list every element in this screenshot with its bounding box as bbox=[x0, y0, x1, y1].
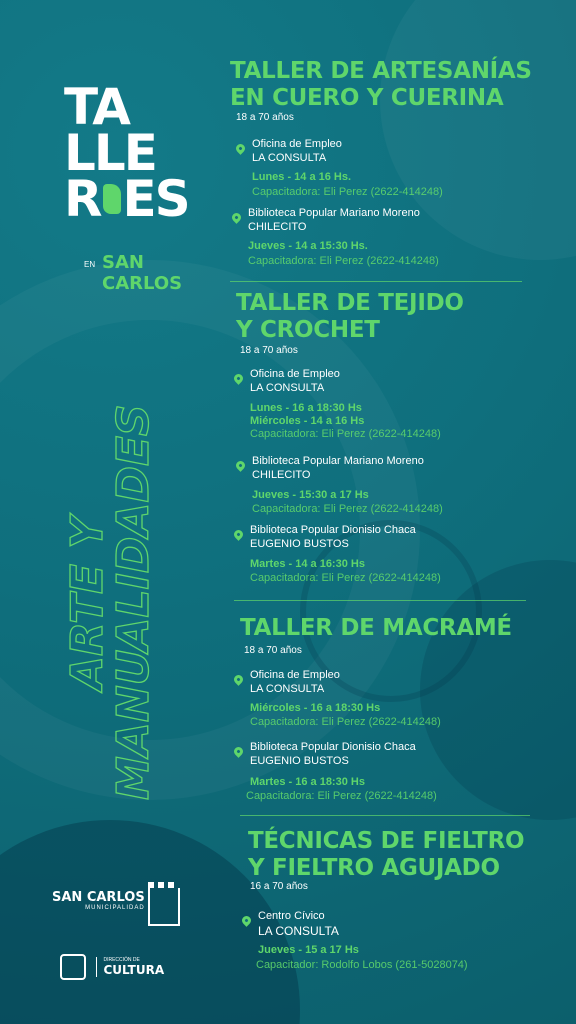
schedule: Jueves - 14 a 15:30 Hs. bbox=[248, 240, 368, 252]
section-divider bbox=[234, 600, 526, 601]
mendoza-map-icon bbox=[103, 184, 121, 214]
logo-letter-r: R bbox=[64, 170, 101, 228]
cultura-name: CULTURA bbox=[103, 963, 165, 977]
schedule: Martes - 14 a 16:30 Hs bbox=[250, 558, 365, 570]
location-town: LA CONSULTA bbox=[258, 924, 339, 938]
trainer: Capacitadora: Eli Perez (2622-414248) bbox=[250, 428, 441, 440]
schedule: Martes - 16 a 18:30 Hs bbox=[250, 776, 365, 788]
location-town: LA CONSULTA bbox=[252, 152, 327, 164]
location-name: Oficina de Empleo bbox=[250, 368, 340, 380]
trainer: Capacitadora: Eli Perez (2622-414248) bbox=[252, 186, 443, 198]
location-town: CHILECITO bbox=[252, 469, 311, 481]
location-town: EUGENIO BUSTOS bbox=[250, 538, 349, 550]
section-divider bbox=[240, 815, 530, 816]
workshop-title: TALLER DE ARTESANÍAS bbox=[230, 58, 532, 84]
location-name: Biblioteca Popular Dionisio Chaca bbox=[250, 524, 416, 536]
location-name: Biblioteca Popular Mariano Moreno bbox=[248, 207, 420, 219]
schedule: Lunes - 16 a 18:30 Hs bbox=[250, 402, 362, 414]
schedule: Lunes - 14 a 16 Hs. bbox=[252, 171, 352, 183]
workshop-title: Y FIELTRO AGUJADO bbox=[248, 855, 500, 881]
municipalidad-logo bbox=[52, 890, 145, 911]
trainer: Capacitadora: Eli Perez (2622-414248) bbox=[250, 572, 441, 584]
logo-location: SAN CARLOS bbox=[102, 252, 183, 294]
workshop-title: EN CUERO Y CUERINA bbox=[230, 85, 504, 111]
trainer: Capacitadora: Eli Perez (2622-414248) bbox=[252, 503, 443, 515]
muni-sub: MUNICIPALIDAD bbox=[85, 905, 145, 911]
workshop-title: TALLER DE MACRAMÉ bbox=[240, 615, 512, 641]
cultura-dir: DIRECCIÓN DE bbox=[103, 957, 140, 963]
logo-letters-es: ES bbox=[122, 170, 189, 228]
schedule: Miércoles - 14 a 16 Hs bbox=[250, 415, 365, 427]
category-vertical-title bbox=[50, 340, 160, 800]
age-range: 16 a 70 años bbox=[250, 881, 308, 892]
location-town: CHILECITO bbox=[248, 221, 307, 233]
location-name: Biblioteca Popular Dionisio Chaca bbox=[250, 741, 416, 753]
age-range: 18 a 70 años bbox=[240, 345, 298, 356]
guitar-icon bbox=[60, 954, 86, 980]
trainer: Capacitadora: Eli Perez (2622-414248) bbox=[250, 716, 441, 728]
workshop-title: TALLER DE TEJIDO bbox=[236, 290, 464, 316]
location-name: Oficina de Empleo bbox=[252, 138, 342, 150]
age-range: 18 a 70 años bbox=[244, 645, 302, 656]
location-name: Oficina de Empleo bbox=[250, 669, 340, 681]
section-divider bbox=[230, 281, 522, 282]
cultura-text bbox=[96, 957, 164, 977]
workshop-title: TÉCNICAS DE FIELTRO bbox=[248, 828, 525, 854]
schedule: Jueves - 15:30 a 17 Hs bbox=[252, 489, 369, 501]
castle-icon bbox=[148, 888, 180, 926]
logo-line-3 bbox=[64, 170, 194, 228]
logo-line-1: TA bbox=[64, 78, 129, 136]
location-name: Biblioteca Popular Mariano Moreno bbox=[252, 455, 424, 467]
talleres-logo bbox=[64, 78, 194, 294]
trainer: Capacitadora: Eli Perez (2622-414248) bbox=[246, 790, 437, 802]
location-town: LA CONSULTA bbox=[250, 683, 325, 695]
background-swirl bbox=[380, 0, 576, 260]
location-name: Centro Cívico bbox=[258, 910, 325, 922]
logo-line-2: LLE bbox=[64, 124, 156, 182]
vertical-line-2: MANUALIDADES bbox=[108, 404, 159, 800]
vertical-line-1: ARTE Y bbox=[62, 516, 113, 690]
schedule: Jueves - 15 a 17 Hs bbox=[258, 944, 359, 956]
trainer: Capacitador: Rodolfo Lobos (261-5028074) bbox=[256, 959, 468, 971]
age-range: 18 a 70 años bbox=[236, 112, 294, 123]
logo-en: EN bbox=[84, 260, 96, 269]
location-town: LA CONSULTA bbox=[250, 382, 325, 394]
workshop-title: Y CROCHET bbox=[236, 317, 380, 343]
trainer: Capacitadora: Eli Perez (2622-414248) bbox=[248, 255, 439, 267]
cultura-logo bbox=[60, 954, 164, 980]
schedule: Miércoles - 16 a 18:30 Hs bbox=[250, 702, 381, 714]
muni-name: SAN CARLOS bbox=[52, 890, 145, 905]
location-town: EUGENIO BUSTOS bbox=[250, 755, 349, 767]
